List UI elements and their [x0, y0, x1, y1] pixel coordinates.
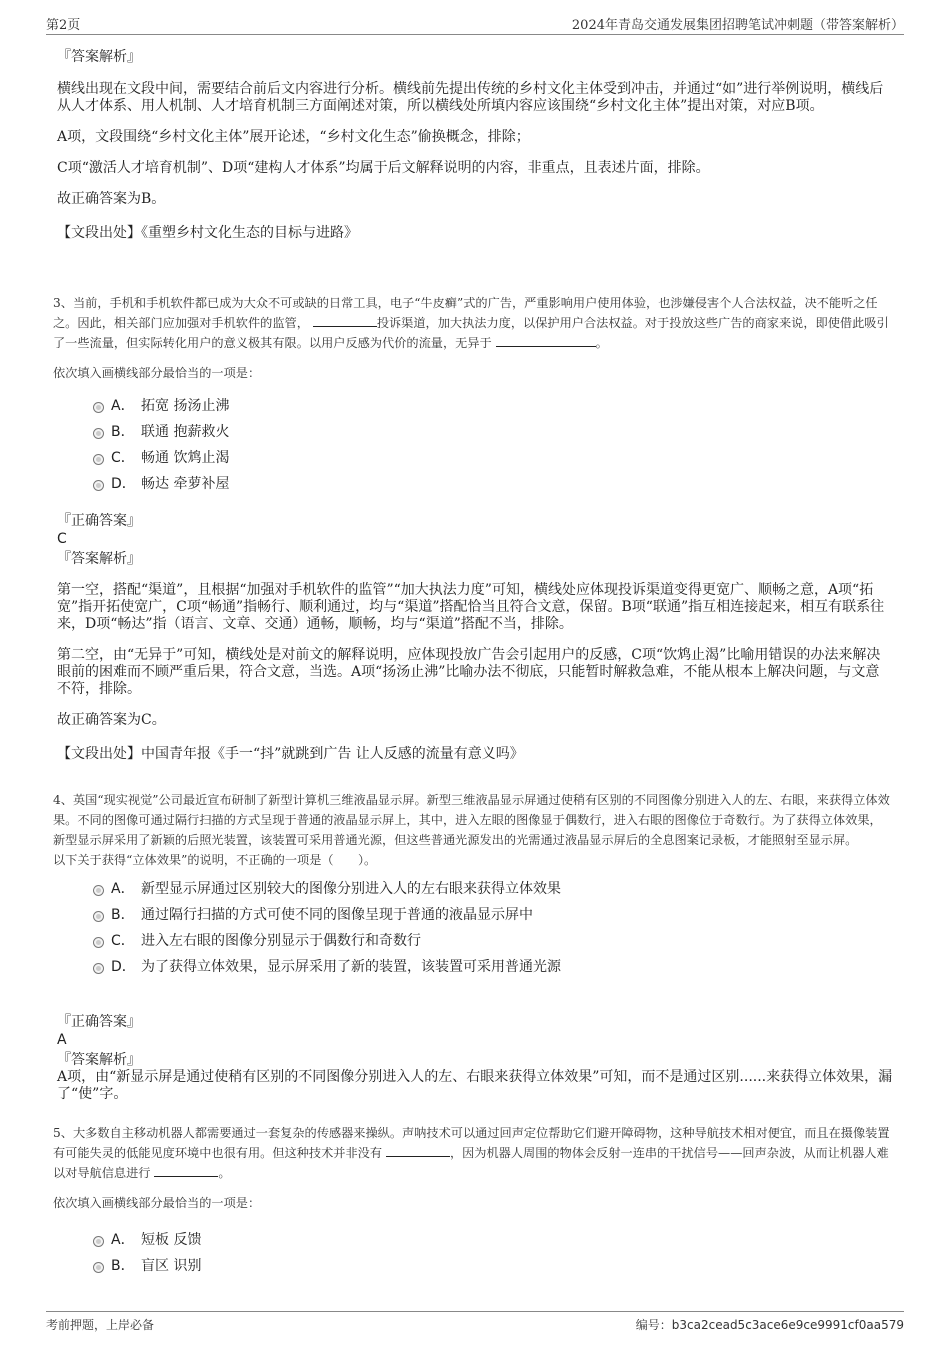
analysis-label: 『答案解析』 [57, 49, 141, 65]
analysis-paragraph: 第二空，由“无异于”可知，横线处是对前文的解释说明，应体现投放广告会引起用户的反感，C项“饮鸩止渴”比喻用错误的办法来解决眼前的困难而不顾严重后果，符合文意，当选。A项“扬汤止沸”比喻办法不彻底，只能暂时解救急难，不能从根本上解决问题，与文意不符，排除。 [57, 647, 881, 697]
question-5 [53, 1123, 893, 1279]
question-3 [53, 293, 893, 497]
analysis-paragraph: 故正确答案为B。 [57, 191, 166, 207]
q3-answer-block [57, 512, 893, 763]
analysis-paragraph: A项，由“新显示屏是通过使稍有区别的不同图像分别进入人的左、右眼来获得立体效果”可知，而不是通过区别......来获得立体效果，漏了“使”字。 [57, 1069, 893, 1102]
q4-answer-block [57, 1013, 893, 1103]
answer-label: 『正确答案』 [57, 1014, 141, 1030]
question-stem: 3、当前，手机和手机软件都已成为大众不可或缺的日常工具，电子“牛皮癣”式的广告，严重影响用户使用体验，也涉嫌侵害个人合法权益，决不能听之任之。因此，相关部门应加强对手机软件的监管， 投诉渠道，加大执法力度，以保护用户合法权益。对于投放这些广告的商家来说，即使借此吸引了一些流量，但实际转化用户的意义极其有限。以用户反感为代价的流量，无异于 。 [53, 296, 889, 350]
document-title: 2024年青岛交通发展集团招聘笔试冲刺题（带答案解析） [571, 18, 904, 33]
analysis-label: 『答案解析』 [57, 1052, 141, 1068]
answer-label: 『正确答案』 [57, 513, 141, 529]
radio-icon[interactable] [93, 911, 104, 922]
options-list [53, 393, 893, 497]
question-prompt: 依次填入画横线部分最恰当的一项是： [53, 366, 261, 380]
option-d[interactable]: D． 畅达 牵萝补屋 [53, 471, 893, 497]
analysis-paragraph: 横线出现在文段中间，需要结合前后文内容进行分析。横线前先提出传统的乡村文化主体受到冲击，并通过“如”进行举例说明，横线后从人才体系、用人机制、人才培育机制三方面阐述对策，所以横线处所填内容应该围绕“乡村文化主体”提出对策，对应B项。 [57, 81, 884, 114]
source-citation: 【文段出处】中国青年报《手一“抖”就跳到广告 让人反感的流量有意义吗》 [57, 746, 524, 762]
footer-slogan: 考前押题，上岸必备 [46, 1318, 155, 1332]
question-prompt: 以下关于获得“立体效果”的说明，不正确的一项是（ ）。 [53, 853, 377, 867]
option-a[interactable]: A． 短板 反馈 [53, 1227, 893, 1253]
radio-icon[interactable] [93, 1236, 104, 1247]
radio-icon[interactable] [93, 480, 104, 491]
analysis-label: 『答案解析』 [57, 551, 141, 567]
options-list [53, 1227, 893, 1279]
document-code: 编号：b3ca2cead5c3ace6e9ce9991cf0aa579 [635, 1318, 904, 1332]
radio-icon[interactable] [93, 454, 104, 465]
answer-blank [386, 1144, 450, 1157]
radio-icon[interactable] [93, 1262, 104, 1273]
radio-icon[interactable] [93, 402, 104, 413]
question-prompt: 依次填入画横线部分最恰当的一项是： [53, 1196, 261, 1210]
option-b[interactable]: B． 联通 抱薪救火 [53, 419, 893, 445]
analysis-paragraph: 故正确答案为C。 [57, 712, 166, 728]
analysis-paragraph: A项，文段围绕“乡村文化主体”展开论述，“乡村文化生态”偷换概念，排除； [57, 129, 530, 145]
correct-answer: A [57, 1032, 67, 1048]
radio-icon[interactable] [93, 428, 104, 439]
options-list [53, 876, 893, 980]
radio-icon[interactable] [93, 963, 104, 974]
radio-icon[interactable] [93, 885, 104, 896]
page-header [46, 10, 904, 35]
page-number: 第2页 [46, 18, 81, 33]
option-b[interactable]: B． 通过隔行扫描的方式可使不同的图像呈现于普通的液晶显示屏中 [53, 902, 893, 928]
option-a[interactable]: A． 拓宽 扬汤止沸 [53, 393, 893, 419]
answer-blank [313, 314, 377, 327]
radio-icon[interactable] [93, 937, 104, 948]
option-c[interactable]: C． 进入左右眼的图像分别显示于偶数行和奇数行 [53, 928, 893, 954]
q2-analysis-block [57, 48, 893, 242]
analysis-paragraph: 第一空，搭配“渠道”，且根据“加强对手机软件的监管”“加大执法力度”可知，横线处应体现投诉渠道变得更宽广、顺畅之意，A项“拓宽”指开拓使宽广，C项“畅通”指畅行、顺利通过，均与“渠道”搭配恰当且符合文意，保留。B项“联通”指互相连接起来，相互有联系往来，D项“畅达”指（语言、文章、交通）通畅，顺畅，均与“渠道”搭配不当，排除。 [57, 582, 885, 632]
option-d[interactable]: D． 为了获得立体效果，显示屏采用了新的装置，该装置可采用普通光源 [53, 954, 893, 980]
analysis-paragraph: C项“激活人才培育机制”、D项“建构人才体系”均属于后文解释说明的内容，非重点，且表述片面，排除。 [57, 160, 710, 176]
page-footer [46, 1311, 904, 1336]
option-a[interactable]: A． 新型显示屏通过区别较大的图像分别进入人的左右眼来获得立体效果 [53, 876, 893, 902]
answer-blank [496, 334, 596, 347]
answer-blank [154, 1164, 218, 1177]
question-stem: 4、英国“现实视觉”公司最近宣布研制了新型计算机三维液晶显示屏。新型三维液晶显示屏通过使稍有区别的不同图像分别进入人的左、右眼，来获得立体效果。不同的图像可通过隔行扫描的方式呈现于普通的液晶显示屏上，其中，进入左眼的图像显于偶数行，进入右眼的图像位于奇数行。为了获得立体效果，新型显示屏采用了新颖的后照光装置，该装置可采用普通光源，但这些普通光源发出的光需通过液晶显示屏后的全息图案记录板，才能照射至显示屏。 [53, 793, 890, 847]
option-b[interactable]: B． 盲区 识别 [53, 1253, 893, 1279]
correct-answer: C [57, 531, 67, 547]
option-c[interactable]: C． 畅通 饮鸩止渴 [53, 445, 893, 471]
question-4 [53, 790, 893, 980]
source-citation: 【文段出处】《重塑乡村文化生态的目标与进路》 [57, 225, 358, 241]
question-stem: 5、大多数自主移动机器人都需要通过一套复杂的传感器来操纵。声呐技术可以通过回声定位帮助它们避开障碍物，这种导航技术相对便宜，而且在摄像装置有可能失灵的低能见度环境中也很有用。但这种技术并非没有 ，因为机器人周围的物体会反射一连串的干扰信号——回声杂波，从而让机器人难以对导航信息进行 。 [53, 1126, 890, 1180]
